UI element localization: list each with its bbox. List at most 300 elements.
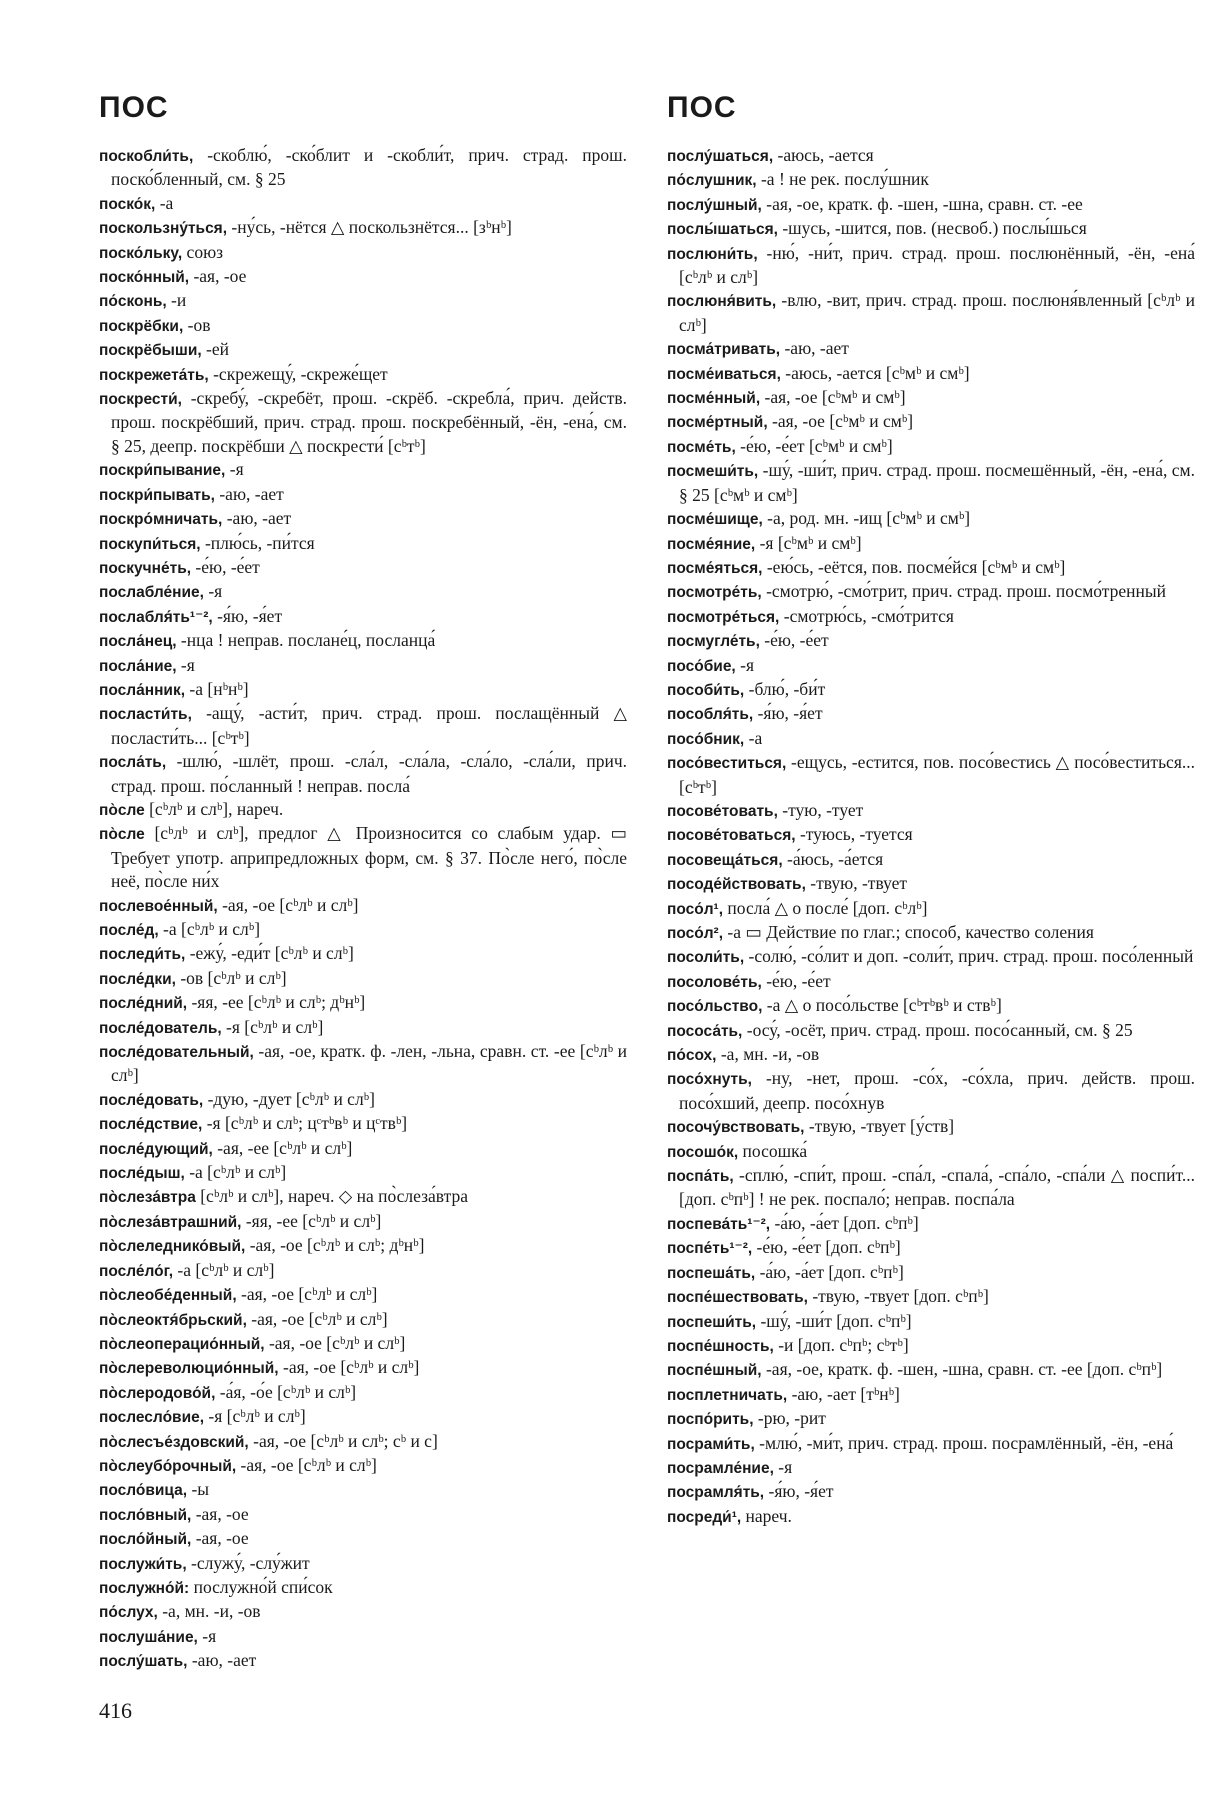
dictionary-entry bbox=[99, 654, 627, 678]
entry-headword: посовеща́ться, bbox=[667, 851, 783, 869]
entry-definition: [сᵇлᵇ и слᵇ], нареч. bbox=[144, 798, 284, 819]
entry-definition: -блю́, -би́т bbox=[744, 678, 826, 699]
entry-headword: посме́нный, bbox=[667, 390, 761, 408]
dictionary-entry bbox=[667, 751, 1195, 799]
entry-definition: -ая, -ое [сᵇлᵇ и слᵇ] bbox=[236, 1454, 377, 1475]
entry-definition: -шусь, -шится, пов. (несвоб.) послы́шься bbox=[777, 218, 1087, 239]
entry-headword: посма́тривать, bbox=[667, 341, 781, 359]
entry-definition: -аю, -ает bbox=[780, 338, 849, 359]
entry-definition: -служу́, -слу́жит bbox=[186, 1552, 310, 1573]
dictionary-entry bbox=[99, 1454, 627, 1478]
entry-headword: пососа́ть, bbox=[667, 1022, 743, 1040]
entry-definition: -ая, -ое [сᵇлᵇ и слᵇ] bbox=[217, 894, 359, 915]
dictionary-entry bbox=[667, 872, 1195, 896]
entry-definition: -а́ю, -а́ет [доп. сᵇпᵇ] bbox=[770, 1212, 919, 1233]
entry-headword: поспа́ть, bbox=[667, 1168, 734, 1186]
entry-definition: -ая, -ое [сᵇлᵇ и слᵇ] bbox=[246, 1308, 388, 1329]
entry-headword: посмотре́ться, bbox=[667, 608, 780, 626]
entry-headword: послу́шать, bbox=[99, 1653, 188, 1671]
entry-headword: после́дыш, bbox=[99, 1165, 185, 1183]
entry-headword: посло́вный, bbox=[99, 1506, 192, 1524]
entry-definition: -а, род. мн. -ищ [сᵇмᵇ и смᵇ] bbox=[762, 508, 971, 529]
entry-definition: -я́ю, -я́ет bbox=[764, 1481, 834, 1502]
entry-headword: послюни́ть, bbox=[667, 245, 758, 263]
entry-definition: -ей bbox=[201, 339, 230, 360]
dictionary-entry bbox=[99, 798, 627, 822]
entry-definition: -аю, -ает [тᵇнᵇ] bbox=[787, 1383, 900, 1404]
entry-definition: союз bbox=[182, 241, 224, 262]
dictionary-entry bbox=[667, 1407, 1195, 1431]
dictionary-entry bbox=[667, 629, 1195, 653]
entry-definition: -а bbox=[744, 727, 763, 748]
dictionary-entry bbox=[99, 532, 627, 556]
entry-headword: посове́товать, bbox=[667, 802, 778, 820]
entry-headword: поскро́мничать, bbox=[99, 511, 223, 529]
dictionary-entry bbox=[99, 942, 627, 966]
entry-headword: посо́л¹, bbox=[667, 900, 724, 918]
dictionary-entry bbox=[667, 727, 1195, 751]
entry-headword: посове́товаться, bbox=[667, 827, 796, 845]
running-header-left: ПОС bbox=[99, 91, 169, 124]
entry-definition: -я́ю, -я́ет bbox=[753, 703, 823, 724]
dictionary-entry bbox=[667, 678, 1195, 702]
running-header-right: ПОС bbox=[667, 91, 737, 124]
entry-definition: -е́ю, -е́ет [сᵇмᵇ и смᵇ] bbox=[735, 435, 893, 456]
dictionary-entry bbox=[667, 1505, 1195, 1529]
entry-definition: -я bbox=[735, 654, 755, 675]
entry-headword: посо́л², bbox=[667, 925, 724, 942]
dictionary-entry bbox=[99, 1576, 627, 1600]
entry-headword: посрамля́ть, bbox=[667, 1484, 765, 1502]
entry-definition: -аю, -ает bbox=[187, 1650, 257, 1671]
entry-definition: -ею́сь, -еётся, пов. посме́йся [сᵇмᵇ и смᵇ] bbox=[762, 556, 1066, 577]
entry-headword: после́дки, bbox=[99, 970, 176, 988]
entry-headword: поспеши́ть, bbox=[667, 1313, 757, 1331]
entry-headword: посмотре́ть, bbox=[667, 584, 762, 602]
dictionary-entry bbox=[99, 1283, 627, 1307]
entry-definition: -твую, -твует bbox=[805, 873, 908, 894]
entry-definition: -аю, -ает bbox=[214, 483, 284, 504]
entry-headword: посрамле́ние, bbox=[667, 1459, 774, 1477]
dictionary-entry bbox=[99, 1503, 627, 1527]
entry-definition: -я [сᵇлᵇ и слᵇ; цᶜтᵇвᵇ и цᶜтвᵇ] bbox=[202, 1113, 408, 1134]
entry-definition: -я́ю, -я́ет bbox=[212, 605, 283, 626]
entry-definition: -яя, -ее [сᵇлᵇ и слᵇ; дᵇнᵇ] bbox=[187, 992, 366, 1013]
entry-headword: поскрёбыши, bbox=[99, 342, 202, 360]
dictionary-entry bbox=[667, 897, 1195, 921]
dictionary-entry bbox=[99, 1112, 627, 1136]
entry-definition: -ну́сь, -нётся △ поскользнётся... [зᵇнᵇ] bbox=[227, 217, 512, 238]
dictionary-entry bbox=[99, 991, 627, 1015]
entry-headword: по̀слеобе́денный, bbox=[99, 1287, 237, 1305]
dictionary-entry bbox=[99, 967, 627, 991]
entry-headword: посо́хнуть, bbox=[667, 1071, 752, 1089]
dictionary-entry bbox=[99, 314, 627, 338]
dictionary-entry bbox=[99, 605, 627, 629]
entry-headword: после́дующий, bbox=[99, 1140, 213, 1158]
dictionary-entry bbox=[99, 1040, 627, 1088]
dictionary-entry bbox=[99, 1234, 627, 1258]
entry-headword: поскри́пывание, bbox=[99, 462, 226, 480]
dictionary-entry bbox=[667, 1261, 1195, 1285]
entry-definition: -шу́, -ши́т, прич. страд. прош. посмешённый, -ён, -ена́, см. § 25 [сᵇмᵇ и смᵇ] bbox=[679, 460, 1195, 505]
entry-headword: посо́бник, bbox=[667, 730, 745, 748]
entry-headword: поспе́шный, bbox=[667, 1362, 762, 1380]
entry-headword: послу́шаться, bbox=[667, 148, 774, 165]
entry-headword: посла́ть, bbox=[99, 754, 167, 772]
dictionary-entry bbox=[667, 144, 1195, 168]
entry-headword: поспе́ть¹⁻², bbox=[667, 1240, 753, 1258]
dictionary-entry bbox=[99, 1137, 627, 1161]
dictionary-entry bbox=[99, 678, 627, 702]
entry-headword: после́довать, bbox=[99, 1091, 204, 1109]
entry-headword: по̀сле bbox=[99, 826, 145, 844]
entry-definition: -смотрю́, -смо́трит, прич. страд. прош. посмо́тренный bbox=[761, 581, 1167, 602]
entry-headword: поскобли́ть, bbox=[99, 148, 194, 165]
entry-headword: по̀слеоперацио́нный, bbox=[99, 1335, 265, 1353]
entry-definition: -ая, -ое [сᵇмᵇ и смᵇ] bbox=[767, 411, 914, 432]
entry-definition: -я [сᵇмᵇ и смᵇ] bbox=[755, 532, 862, 553]
entry-definition: -осу́, -осёт, прич. страд. прош. посо́санный, см. § 25 bbox=[742, 1019, 1133, 1040]
dictionary-entry bbox=[667, 435, 1195, 459]
dictionary-entry bbox=[99, 580, 627, 604]
entry-headword: поскрёбки, bbox=[99, 317, 184, 335]
entry-definition: -ежу́, -еди́т [сᵇлᵇ и слᵇ] bbox=[185, 943, 354, 964]
entry-headword: послевое́нный, bbox=[99, 897, 218, 915]
entry-definition: -ов bbox=[183, 314, 211, 335]
entry-definition: -скрежещу́, -скреже́щет bbox=[208, 363, 388, 384]
entry-headword: посла́нник, bbox=[99, 681, 186, 699]
dictionary-entry bbox=[99, 629, 627, 653]
entry-headword: после́довательный, bbox=[99, 1044, 254, 1062]
dictionary-entry bbox=[667, 289, 1195, 337]
entry-definition: -ащу́, -асти́т, прич. страд. прош. послащённый △ посласти́ть... [сᵇтᵇ] bbox=[111, 703, 627, 748]
entry-definition: -е́ю, -е́ет [доп. сᵇпᵇ] bbox=[752, 1237, 901, 1258]
entry-definition: -а [сᵇлᵇ и слᵇ] bbox=[173, 1259, 275, 1280]
entry-headword: посрами́ть, bbox=[667, 1435, 755, 1453]
entry-definition: [сᵇлᵇ и слᵇ], нареч. ◇ на по̀слеза́втра bbox=[195, 1186, 469, 1207]
entry-definition: -е́ю, -е́ет bbox=[759, 630, 829, 651]
dictionary-entry bbox=[667, 994, 1195, 1018]
entry-definition: -шлю́, -шлёт, прош. -сла́л, -сла́ла, -сла́ло, -сла́ли, прич. страд. прош. по́сланный ! неправ. посла́ bbox=[111, 751, 627, 796]
entry-headword: по̀сле bbox=[99, 801, 145, 819]
entry-definition: -а [нᵇнᵇ] bbox=[185, 678, 249, 699]
dictionary-entry bbox=[667, 168, 1195, 192]
entry-headword: послабле́ние, bbox=[99, 584, 204, 602]
entry-headword: по̀слеледнико́вый, bbox=[99, 1238, 246, 1256]
entry-definition: -ая, -ое bbox=[189, 266, 247, 287]
entry-headword: по̀слеродово́й, bbox=[99, 1384, 216, 1402]
entry-definition: -влю, -вит, прич. страд. прош. послюня́вленный [сᵇлᵇ и слᵇ] bbox=[679, 290, 1195, 335]
entry-definition: -я bbox=[773, 1456, 793, 1477]
entry-definition: -скоблю́, -ско́блит и -скобли́т, прич. страд. прош. поско́бленный, см. § 25 bbox=[111, 145, 627, 190]
entry-definition: -аюсь, -ается [сᵇмᵇ и смᵇ] bbox=[780, 362, 970, 383]
dictionary-entry bbox=[99, 1210, 627, 1234]
entry-headword: посмеши́ть, bbox=[667, 463, 759, 481]
entry-headword: поспе́шествовать, bbox=[667, 1289, 808, 1307]
entry-headword: послюня́вить, bbox=[667, 293, 777, 311]
dictionary-entry bbox=[667, 921, 1195, 945]
entry-headword: поскучне́ть, bbox=[99, 559, 192, 577]
entry-headword: посолове́ть, bbox=[667, 973, 762, 991]
entry-definition: -е́ю, -е́ет bbox=[191, 556, 260, 577]
dictionary-entry bbox=[667, 1140, 1195, 1164]
entry-headword: поскользну́ться, bbox=[99, 220, 228, 238]
dictionary-entry bbox=[99, 1552, 627, 1576]
entry-definition: -а [сᵇлᵇ и слᵇ] bbox=[158, 919, 261, 939]
dictionary-entry bbox=[99, 216, 627, 240]
entry-definition: [сᵇлᵇ и слᵇ], предлог △ Произносится со слабым удар. ▭ Требует употр. априпредложных форм, см. § 37. По̀сле него́, по̀сле неё, по̀сле ни́х bbox=[111, 823, 627, 892]
entry-definition: -ая, -ое bbox=[191, 1528, 249, 1549]
entry-headword: по̀слесъе́здовский, bbox=[99, 1433, 249, 1451]
entry-definition: -туюсь, -туется bbox=[795, 824, 913, 845]
dictionary-entry bbox=[667, 1067, 1195, 1115]
entry-headword: посмугле́ть, bbox=[667, 633, 760, 651]
entry-definition: -а ! не рек. послу́шник bbox=[756, 169, 929, 190]
entry-definition: -а ▭ Действие по глаг.; способ, качество соления bbox=[723, 922, 1094, 942]
entry-headword: посме́ртный, bbox=[667, 414, 768, 432]
entry-definition: -а́юсь, -а́ется bbox=[782, 848, 884, 869]
entry-definition: -а △ о посо́льстве [сᵇтᵇвᵇ и ствᵇ] bbox=[762, 995, 1002, 1016]
entry-headword: пособля́ть, bbox=[667, 706, 754, 724]
dictionary-entry bbox=[667, 1432, 1195, 1456]
dictionary-entry bbox=[99, 1332, 627, 1356]
entry-definition: нареч. bbox=[741, 1505, 792, 1526]
right-column bbox=[667, 88, 1195, 1529]
dictionary-entry bbox=[667, 1019, 1195, 1043]
dictionary-entry bbox=[667, 337, 1195, 361]
dictionary-entry bbox=[99, 192, 627, 216]
entry-definition: -твую, -твует [у́ств] bbox=[804, 1116, 955, 1137]
entry-definition: -а́ю, -а́ет [доп. сᵇпᵇ] bbox=[755, 1261, 904, 1282]
entry-definition: -ы bbox=[187, 1479, 210, 1500]
entry-definition: -ая, -ее [сᵇлᵇ и слᵇ] bbox=[212, 1137, 353, 1158]
dictionary-entry bbox=[99, 1649, 627, 1673]
entry-headword: поспо́рить, bbox=[667, 1411, 754, 1429]
entry-headword: поско́к, bbox=[99, 195, 156, 213]
dictionary-entry bbox=[99, 1527, 627, 1551]
entry-headword: поспе́шность, bbox=[667, 1337, 774, 1355]
entry-headword: посласти́ть, bbox=[99, 706, 192, 724]
dictionary-entry bbox=[99, 894, 627, 918]
entry-definition: -я bbox=[176, 654, 195, 675]
entry-headword: послесло́вие, bbox=[99, 1409, 205, 1427]
entry-definition: -ая, -ое bbox=[191, 1503, 249, 1524]
entry-headword: по̀слереволюцио́нный, bbox=[99, 1360, 279, 1378]
entry-definition: -ещусь, -естится, пов. посо́вестись △ посо́веститься... [сᵇтᵇ] bbox=[679, 752, 1195, 797]
dictionary-entry bbox=[99, 1185, 627, 1209]
entry-headword: послужи́ть, bbox=[99, 1555, 187, 1573]
dictionary-entry bbox=[667, 823, 1195, 847]
entry-definition: -ая, -ое, кратк. ф. -шен, -шна, сравн. ст. -ее [доп. сᵇпᵇ] bbox=[761, 1359, 1163, 1380]
entry-headword: посо́веститься, bbox=[667, 755, 787, 773]
entry-definition: -а [сᵇлᵇ и слᵇ] bbox=[184, 1162, 287, 1183]
entry-definition: -я bbox=[203, 581, 223, 602]
dictionary-entry bbox=[667, 193, 1195, 217]
entry-headword: по̀слеза́втрашний, bbox=[99, 1213, 242, 1231]
entry-headword: посошо́к, bbox=[667, 1143, 739, 1161]
entry-headword: посочу́вствовать, bbox=[667, 1119, 805, 1137]
dictionary-entry bbox=[99, 483, 627, 507]
entry-headword: поскри́пывать, bbox=[99, 486, 215, 504]
entry-headword: поскупи́ться, bbox=[99, 535, 201, 553]
entry-headword: посла́нец, bbox=[99, 633, 177, 651]
dictionary-entry bbox=[99, 144, 627, 192]
dictionary-entry bbox=[667, 1285, 1195, 1309]
dictionary-entry bbox=[99, 1381, 627, 1405]
dictionary-entry bbox=[99, 1625, 627, 1649]
entry-definition: -ая, -ое, кратк. ф. -шен, -шна, сравн. ст. -ее bbox=[761, 193, 1083, 214]
dictionary-entry bbox=[667, 1310, 1195, 1334]
entry-definition: -ая, -ое [сᵇлᵇ и слᵇ] bbox=[236, 1284, 378, 1305]
entry-headword: по̀слеза́втра bbox=[99, 1189, 196, 1207]
entry-headword: по̀слеубо́рочный, bbox=[99, 1457, 237, 1475]
entry-definition: -млю́, -ми́т, прич. страд. прош. посрамлённый, -ён, -ена́ bbox=[754, 1432, 1174, 1453]
dictionary-entry bbox=[667, 410, 1195, 434]
entry-headword: посло́йный, bbox=[99, 1531, 192, 1549]
entry-headword: посме́иваться, bbox=[667, 365, 781, 383]
dictionary-entry bbox=[667, 1383, 1195, 1407]
dictionary-entry bbox=[99, 556, 627, 580]
entry-headword: поскрести́, bbox=[99, 391, 182, 409]
entry-definition: -я bbox=[225, 459, 244, 480]
dictionary-entry bbox=[99, 1430, 627, 1454]
dictionary-entry bbox=[667, 532, 1195, 556]
dictionary-entry bbox=[667, 1480, 1195, 1504]
entry-headword: послу́шный, bbox=[667, 196, 762, 214]
entry-definition: -аю, -ает bbox=[222, 508, 292, 529]
entry-headword: посо́бие, bbox=[667, 657, 736, 675]
entry-headword: посме́яние, bbox=[667, 535, 756, 553]
dictionary-entry bbox=[99, 458, 627, 482]
entry-definition: -ая, -ое [сᵇлᵇ и слᵇ] bbox=[278, 1357, 420, 1378]
entry-headword: посо́льство, bbox=[667, 998, 763, 1016]
entry-definition: -и bbox=[166, 290, 187, 311]
dictionary-entry bbox=[99, 289, 627, 313]
dictionary-entry bbox=[667, 556, 1195, 580]
entry-headword: послужно́й: bbox=[99, 1579, 190, 1597]
dictionary-entry bbox=[99, 338, 627, 362]
entry-headword: посоде́йствовать, bbox=[667, 876, 806, 894]
dictionary-entry bbox=[667, 799, 1195, 823]
dictionary-entry bbox=[667, 702, 1195, 726]
entry-headword: по́слушник, bbox=[667, 172, 757, 190]
entry-headword: поско́нный, bbox=[99, 269, 190, 287]
entry-definition: -нца ! неправ. послане́ц, посланца́ bbox=[176, 630, 436, 651]
dictionary-entry bbox=[667, 1115, 1195, 1139]
dictionary-entry bbox=[667, 1236, 1195, 1260]
entry-headword: после́д, bbox=[99, 922, 159, 939]
dictionary-entry bbox=[667, 1212, 1195, 1236]
entry-definition: -плю́сь, -пи́тся bbox=[200, 532, 315, 553]
left-column bbox=[99, 88, 627, 1674]
entry-definition: -я [сᵇлᵇ и слᵇ] bbox=[221, 1016, 324, 1037]
entry-definition: -а́я, -о́е [сᵇлᵇ и слᵇ] bbox=[215, 1381, 357, 1402]
entry-definition: посла́ △ о после́ [доп. сᵇлᵇ] bbox=[723, 897, 928, 918]
entry-headword: послабля́ть¹⁻², bbox=[99, 608, 213, 626]
entry-definition: -шу́, -ши́т [доп. сᵇпᵇ] bbox=[756, 1310, 912, 1331]
right-entry-list bbox=[667, 144, 1195, 1529]
dictionary-entry bbox=[99, 822, 627, 893]
entry-definition: -ая, -ое [сᵇлᵇ и слᵇ; сᵇ и с] bbox=[248, 1430, 438, 1451]
dictionary-entry bbox=[99, 1356, 627, 1380]
entry-definition: -а, мн. -и, -ов bbox=[716, 1044, 820, 1065]
dictionary-entry bbox=[667, 507, 1195, 531]
dictionary-entry bbox=[99, 1478, 627, 1502]
dictionary-entry bbox=[99, 265, 627, 289]
entry-headword: после́дователь, bbox=[99, 1019, 222, 1037]
dictionary-entry bbox=[99, 1259, 627, 1283]
entry-definition: -ая, -ое [сᵇлᵇ и слᵇ] bbox=[264, 1332, 406, 1353]
entry-headword: посме́яться, bbox=[667, 559, 763, 577]
entry-definition: -а, мн. -и, -ов bbox=[157, 1601, 261, 1622]
entry-definition: -смотрю́сь, -смо́трится bbox=[779, 605, 954, 626]
dictionary-entry bbox=[99, 387, 627, 458]
dictionary-entry bbox=[99, 1088, 627, 1112]
entry-definition: -и [доп. сᵇпᵇ; сᵇтᵇ] bbox=[773, 1334, 909, 1355]
dictionary-entry bbox=[99, 363, 627, 387]
dictionary-entry bbox=[667, 945, 1195, 969]
entry-definition: послужно́й спи́сок bbox=[189, 1576, 333, 1597]
entry-definition: -дую, -дует [сᵇлᵇ и слᵇ] bbox=[203, 1088, 375, 1109]
dictionary-entry bbox=[667, 654, 1195, 678]
dictionary-entry bbox=[99, 241, 627, 265]
entry-headword: после́дний, bbox=[99, 995, 188, 1013]
dictionary-entry bbox=[667, 459, 1195, 507]
entry-definition: -а bbox=[155, 192, 174, 213]
entry-headword: посло́вица, bbox=[99, 1482, 188, 1500]
entry-headword: посреди́¹, bbox=[667, 1508, 742, 1526]
entry-definition: -солю́, -со́лит и доп. -соли́т, прич. страд. прош. посо́ленный bbox=[744, 946, 1194, 967]
entry-definition: -е́ю, -е́ет bbox=[761, 970, 831, 991]
entry-headword: поско́льку, bbox=[99, 244, 183, 262]
entry-definition: -я [сᵇлᵇ и слᵇ] bbox=[204, 1406, 306, 1427]
dictionary-entry bbox=[99, 1016, 627, 1040]
dictionary-entry bbox=[99, 1405, 627, 1429]
entry-headword: последи́ть, bbox=[99, 946, 186, 964]
dictionary-entry bbox=[667, 242, 1195, 290]
entry-definition: -скребу́, -скребёт, прош. -скрёб. -скребла́, прич. действ. прош. поскрёбший, прич. страд. прош. поскребённый, -ён, -ена́, см. § 25, деепр. поскрёбши △ поскрести́ [сᵇтᵇ] bbox=[111, 388, 627, 456]
left-entry-list bbox=[99, 144, 627, 1674]
dictionary-entry bbox=[667, 1043, 1195, 1067]
entry-headword: поскрежета́ть, bbox=[99, 366, 209, 384]
dictionary-entry bbox=[667, 1358, 1195, 1382]
dictionary-entry bbox=[99, 507, 627, 531]
entry-definition: -аюсь, -ается bbox=[773, 145, 874, 165]
dictionary-entry bbox=[667, 362, 1195, 386]
entry-headword: посплетничать, bbox=[667, 1386, 788, 1404]
entry-headword: поспева́ть¹⁻², bbox=[667, 1215, 771, 1233]
entry-headword: посла́ние, bbox=[99, 657, 177, 675]
dictionary-entry bbox=[99, 1161, 627, 1185]
entry-headword: поспеша́ть, bbox=[667, 1264, 756, 1282]
entry-definition: -ая, -ое [сᵇлᵇ и слᵇ; дᵇнᵇ] bbox=[245, 1235, 425, 1256]
entry-definition: -ну, -нет, прош. -со́х, -со́хла, прич. действ. прош. посо́хший, деепр. посо́хнув bbox=[679, 1068, 1195, 1113]
dictionary-entry bbox=[667, 217, 1195, 241]
entry-headword: по́слух, bbox=[99, 1604, 158, 1622]
entry-definition: -ая, -ое [сᵇмᵇ и смᵇ] bbox=[760, 387, 906, 408]
page-number: 416 bbox=[99, 1698, 132, 1723]
entry-headword: посме́шище, bbox=[667, 511, 763, 529]
entry-definition: -ая, -ое, кратк. ф. -лен, -льна, сравн. ст. -ее [сᵇлᵇ и слᵇ] bbox=[111, 1041, 627, 1086]
dictionary-entry bbox=[667, 386, 1195, 410]
entry-definition: -я bbox=[197, 1625, 217, 1646]
dictionary-entry bbox=[667, 848, 1195, 872]
entry-headword: по́сох, bbox=[667, 1047, 717, 1065]
dictionary-entry bbox=[99, 1600, 627, 1624]
dictionary-entry bbox=[667, 1334, 1195, 1358]
entry-definition: -тую, -тует bbox=[777, 799, 864, 820]
